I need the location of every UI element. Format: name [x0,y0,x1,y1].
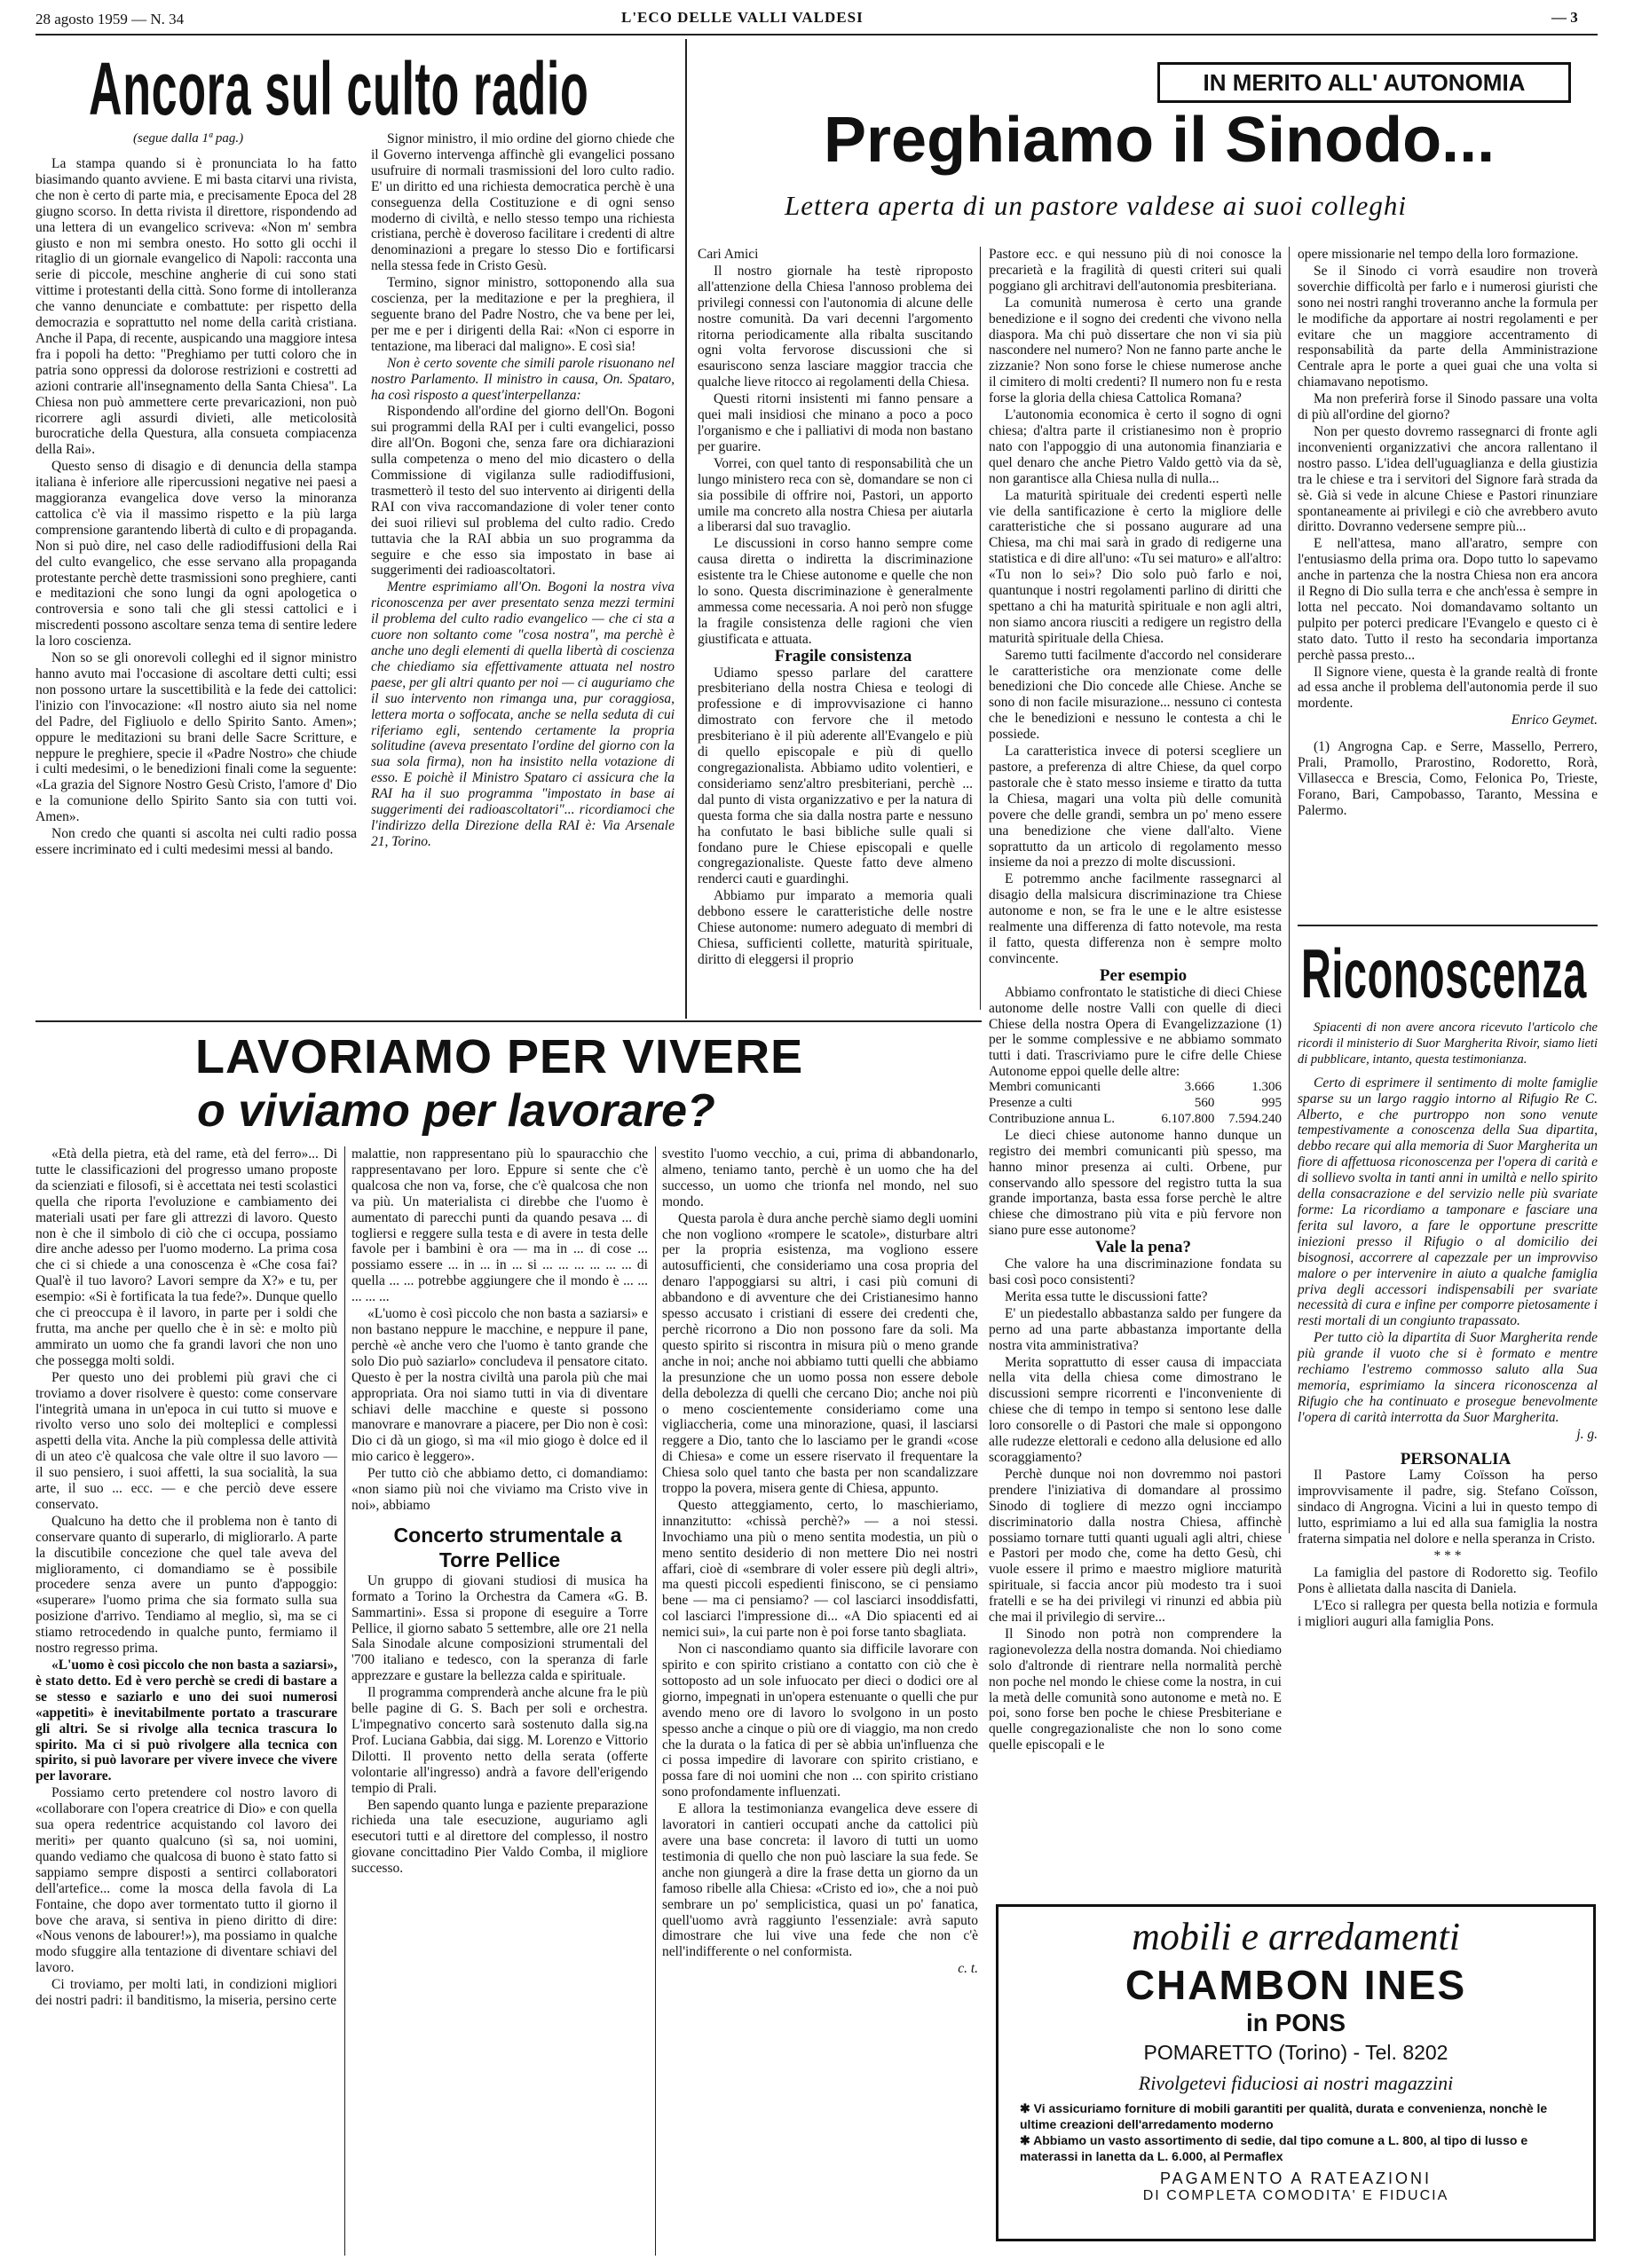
radio-p7: Non è certo sovente che simili parole risuonano nel nostro Parlamento. Il ministro in causa, On. Spataro, ha così risposto a quest'interpellanza: [371,355,675,403]
star-icon: ✱ [1020,2133,1034,2147]
radio-p3: Non so se gli onorevoli colleghi ed il signor ministro hanno avuto mai l'occasione di ascoltare detti culti; essi non possono urtare la suscettibilità e la fede dei cattolici: l'inizio con l'invocazione: «Il nostro aiuto sia nel nome del Padre, del Figliuolo e dello Spirito Santo. Amen»; oppure le meditazioni su brani delle Sacre Scritture, e neppure le preghiere, specie il «Padre Nostro» che chiude i culti medesimi, o le benedizioni finali come la seguente: «La grazia del Signore Nostro Gesù Cristo, l'amore d' Dio e la comunione dello Spirito Santo sia con tutti voi. Amen». [36,650,357,825]
stats-value: 1.306 [1251,1080,1282,1095]
rule-lavoro-top [36,1020,982,1022]
stats-row [989,1112,1282,1128]
lavoro-p10: svestito l'uomo vecchio, a cui, prima di abbandonarlo, almeno, teniamo tanto, perchè è un uomo che ha del successo, un uomo che trionfa nel mondo, nel suo mondo. [662,1146,978,1209]
lavoro-col-3 [662,1146,978,2256]
stats-row [989,1096,1282,1112]
sinodo-vale-1: Che valore ha una discriminazione fondata su basi così poco consistenti? [989,1256,1282,1288]
sinodo-p1: Il nostro giornale ha testè riproposto all'attenzione della Chiesa l'annoso problema dei privilegi connessi con l'autonomia di alcune delle nostre comunità. Da vari decenni l'argomento ritorna periodicamente alla ribalta suscitando ogni volta fervorose discussioni che si esauriscono senza lasciare maggior traccia che qualche lieve ritocco ai regolamenti della Chiesa. [698,263,973,390]
ad-place: in PONS [1245,2009,1346,2036]
lavoro-p7: malattie, non rappresentano più lo spauracchio che rappresentavano per loro. Eppure si sente che c'è qualcosa che non va, forse, che c'è qualcosa che non va più. Un materialista ci direbbe che l'uomo è aumentato di parecchi punti da quando pesava ... di togliersi e reggere sulla testa e di avere in testa delle favole per i bambini è ora — ma in ... di cose ... possiamo essere ... in ... in ... si ... ... ... ... ... ... di quella ... ... potrebbe aggiungere che il mondo è ... ... ... ... ... [351,1146,648,1305]
radio-p5: Signor ministro, il mio ordine del giorno chiede che il Governo intervenga affinchè gli evangelici possano usufruire di normali trasmissioni del loro culto radio. E' un diritto ed una richiesta democratica perchè è una conseguenza della Costituzione e di ogni senso moderno di civiltà, e nello stesso tempo una richiesta cristiana, perchè è doveroso facilitare i credenti di altre denominazioni a pregare lo stesso Dio e fortificarsi nella stessa fede in Cristo Gesù. [371,131,675,274]
star-icon: ✱ [1020,2101,1034,2115]
sinodo-vale-5: Perchè dunque noi non dovremmo noi pastori prendere l'iniziativa di domandare al prossimo Sinodo di togliere di mezzo ogni incciampo discriminatorio dalla nostra Chiesa, affinchè possiamo tornare tutti quanti uguali agli altri, chiese e Pastori per modo che, come ha detto Gesù, chi vuole essere il primo e maestro migliore maturità spirituale, si faccia ancor più modesto tra i suoi fratelli e se ha dei privilegi vi rinunzi ed abbia più che mai il privilegio di servire... [989,1466,1282,1626]
radio-col-2 [371,131,675,1019]
personalia-item: La famiglia del pastore di Rodoretto sig. Teofilo Pons è allietata dalla nascita di Daniela. [1298,1564,1598,1596]
sinodo-p14: opere missionarie nel tempo della loro formazione. [1298,247,1579,262]
sinodo-p12: La caratteristica invece di potersi scegliere un pastore, a preferenza di altre Chiese, da quel corpo pastorale che è stato messo insieme e tiratto da tutta la Chiesa, magari una volta più delle comunità povere che delle grandi, sembra un po' meno essere una benedizione che viene dall'alto. Viene soprattutto da un articolo di regolamento messo insieme da noi a prezzo di molte discussioni. [989,744,1282,870]
sinodo-esempio-heading: Per esempio [1099,965,1188,985]
ad-tagline: Rivolgetevi fiduciosi ai nostri magazzini [1138,2072,1454,2094]
radio-p6: Termino, signor ministro, sottoponendo alla sua coscienza, per la meditazione e per la preghiera, il seguente brano del Padre Nostro, che va bene per lei, per me e per i dirigenti della Rai: «Non ci esporre in tentazione, ma liberaci dal maligno». E così sia! [371,275,675,354]
sinodo-p8: La comunità numerosa è certo una grande benedizione e il sogno dei credenti che vivono nella diaspora. Ma chi può dissertare che non vi sia più nascondere nel numero? Non ne fanno parte anche le zizzanie? Non sono forse le chiese numerose anche il cimitero di molti credenti? Il numero non fu e resta forse la gloria della chiesa Cattolica Romana? [989,295,1282,406]
concerto-p3: Ben sapendo quanto lunga e paziente preparazione richieda una tale esecuzione, auguriamo agli esecutori tutti e al direttore del complesso, il nostro giovane concittadino Pier Valdo Comba, il migliore successo. [351,1797,648,1877]
radio-p4: Non credo che quanti si ascolta nei culti radio possa essere incriminato ed i culti medesimi messi al bando. [36,826,357,857]
sinodo-kicker: IN MERITO ALL' AUTONOMIA [1157,62,1571,103]
riconoscenza-p2: Per tutto ciò la dipartita di Suor Margherita rende più grande il vuoto che si è formato e mentre rechiamo l'estremo commosso saluto alla Sua memoria, esprimiamo la sincera riconoscenza al Rifugio che ha continuato e prosegue benevolmente l'opera di carità interrotta da Suor Margherita. [1298,1330,1598,1425]
stats-value: 995 [1261,1096,1282,1111]
concerto-p1: Un gruppo di giovani studiosi di musica ha formato a Torino la Orchestra da Camera «G. B. Sammartini». Essa si propone di eseguire a Torre Pellice, il giorno sabato 5 settembre, alle ore 21 nella Sala Sinodale alcune composizioni strumentali del '700 italiano e tedesco, con la speranza di farle apprezzare e gustare la bellezza calda e spirituale. [351,1572,648,1684]
stats-value: 3.666 [1184,1080,1215,1095]
riconoscenza-signature: j. g. [1576,1426,1598,1442]
sinodo-p11: Saremo tutti facilmente d'accordo nel considerare le caratteristiche ora menzionate come delle benedizioni che Dio concede alle Chiese. Anche se sono di non facile misurazione... nessuno ci contesta che le benedizioni e nessuno le contesta a chi le possiede. [989,647,1282,743]
sinodo-salutation: Cari Amici [698,247,759,262]
concerto-p2: Il programma comprenderà anche alcune fra le più belle pagine di G. S. Bach per soli e orchestra. L'impegnativo concerto sarà sostenuto dalla sig.na Prof. Luciana Gabbia, dai sigg. M. Lorenzo e Vittorio Dilotti. Il provento netto della serata (offerte volontarie all'ingresso) andrà a favore dell'erigendo tempio di Prali. [351,1685,648,1796]
sinodo-col-2 [989,247,1282,1753]
lavoro-p3: Qualcuno ha detto che il problema non è tanto di conservare quanto di superarlo, di migliorarlo. A parte la discutibile concezione che quel tale aveva del miglioramento, ci domandiamo se è possibile procedere senza avere un punto d'appoggio: «superare» l'uomo prima che sia formato sulla sua posizione d'arrivo. Tendiamo al meglio, sì, ma se ci stiamo retrocedendo in qualche punto, fermiamo il nostro regresso prima. [36,1513,337,1657]
lavoro-p9: Per tutto ciò che abbiamo detto, ci domandiamo: «non siamo più noi che viviamo ma Cristo vive in noi», abbiamo [351,1466,648,1513]
stats-value: 6.107.800 [1161,1111,1215,1126]
rule-lavoro-2 [655,1146,656,2256]
sinodo-p9: L'autonomia economica è certo il sogno di ogni chiesa; d'altra parte il cristianesimo non è proprio nato con l'appoggio di una autonomia finanziaria e quel denaro che anche Pietro Valdo gettò via da sè, non garantisce alla Chiesa nulla di nulla... [989,407,1282,486]
lavoro-p6: Ci troviamo, per molti lati, in condizioni migliori dei nostri padri: il banditismo, la miseria, persino certe [36,1977,337,2009]
sinodo-footnote: (1) Angrogna Cap. e Serre, Massello, Perrero, Prali, Pramollo, Prarostino, Rodoretto, Rorà, Villasecca e Brescia, Como, Felonica Po, Trieste, Forano, Bari, Campobasso, Taranto, Messina e Palermo. [1298,739,1598,818]
ad-line1: mobili e arredamenti [1132,1915,1460,1958]
concerto-heading: Concerto strumentale a Torre Pellice [393,1523,622,1571]
ad-name: CHAMBON INES [1125,1962,1467,2008]
sinodo-p2: Questi ritorni insistenti mi fanno pensare a quei mali insidiosi che minano a poco a poco l'organismo e che i palliativi di moda non bastano per guarire. [698,391,973,454]
rule-riconoscenza-top [1298,925,1598,926]
ad-bullet-text: Abbiamo un vasto assortimento di sedie, dal tipo comune a L. 800, al tipo di lusso e materassi in lanetta da L. 6.000, al Permaflex [1020,2133,1528,2163]
sinodo-col-3 [1298,247,1598,921]
sinodo-p15: Se il Sinodo ci vorrà esaudire non troverà soverchie difficoltà per farlo e i numerosi giuristi che sono nei nostri ranghi troveranno anche la formula per le modifiche da apportare ai nostri regolamenti e per evitare che un maggiore accentramento di responsabilità da parte della Amministrazione Centrale apra le porte a quei guai che una volta si chiamavano nepotismo. [1298,263,1598,390]
lavoro-title-1: LAVORIAMO PER VIVERE [195,1030,804,1083]
sinodo-p16: Ma non preferirà forse il Sinodo passare una volta di più all'ordine del giorno? [1298,391,1598,423]
radio-p1: La stampa quando si è pronunciata lo ha fatto biasimando quanto avviene. E mi basta citarvi una rivista, che non è certo di parte mia, e precisamente Epoca del 28 giugno scorso. In detta rivista il direttore, rispondendo ad una lettera di un evangelico scriveva: «Non m' sembra giusto e non mi sembra onesto. Ho sotto gli occhi il ritaglio di un giornale evangelico di Napoli: racconta una serie di piccole, meschine angherie di cui sono stati vittime i protestanti della città. Sono forme di intolleranza che vanno denunciate e combattute: per rispetto della democrazia e soprattutto nel nome della carità cristiana. Anche il Papa, di recente, auspicando una maggiore intesa fra i popoli ha detto: "Preghiamo per tutti coloro che in patria sono oppressi da dolorose restrizioni e costretti ad azioni contrarie all'insegnamento della Santa Chiesa". La Chiesa non può ammettere certe prevaricazioni, non può ricorrere agli assurdi divieti, alle meticolosità burocratiche della Questura, alla consueta compiacenza della Rai». [36,156,357,458]
sinodo-vale-4: Merita soprattutto di esser causa di impacciata nella vita della chiesa come dimostrano le discussioni sempre ricorrenti e l'inconveniente di chiese che di tempo in tempo si sentono lese dalle loro consorelle o di Pastori che male si oppongono alle rudezze elettorali e cedono alla delusione ed allo scoraggiamento? [989,1354,1282,1465]
sinodo-p17: Non per questo dovremo rassegnarci di fronte agli inconvenienti organizzativi che ancora rallentano il nostro passo. L'idea dell'uguaglianza e della giustizia tra le chiese e tra i servitori del Signore farà strada da sè. Già si vede in alcune Chiese e Pastori rinunziare spontaneamente ai privilegi e ciò che avrebbero avuto diritto. Dovranno vedersene sempre più... [1298,423,1598,535]
sinodo-fragile-heading: Fragile consistenza [774,646,912,665]
stats-table [989,1080,1282,1128]
riconoscenza-title: Riconoscenza [1301,934,1587,1012]
radio-article [36,43,675,1019]
sinodo-esempio-text: Abbiamo confrontato le statistiche di dieci Chiese autonome delle nostre Valli con quelle di dieci Chiese della nostra Opera di Evangelizzazione (1) per le somme complessive e ne abbiamo sommato tutti i dati. Trascriviamo pure le cifre delle Chiese Autonome eppoi quelle delle altre: [989,984,1282,1080]
sinodo-p5: Udiamo spesso parlare del carattere presbiteriano della nostra Chiesa e teologi di professione e di improvvisazione ci hanno dimostrato con fervore che il metodo presbiteriano è il più aderente all'Evangelo e più di quello episcopale e più di quello congregazionalista. Abbiamo udito volentieri, e consideriamo senz'altro presbiteriani, perchè ... dal punto di vista organizzativo e per la natura di questa forma che sia dalla nostra parte e nessuno ha confutato le basi bibliche sulle quali si fondano pure le Chiese episcopali e quelle congregazionaliste. Queste fatto deve almeno renderci cauti e guardinghi. [698,665,973,887]
rule-sinodo-2 [1289,247,1290,1533]
sinodo-p6: Abbiamo pur imparato a memoria quali debbono essere le caratteristiche delle nostre Chiese autonome: numero adeguato di membri di Chiesa, sufficienti collette, maturità spirituale, diritto di eleggersi il proprio [698,888,973,967]
sinodo-col-1 [698,247,973,1010]
sinodo-p3: Vorrei, con quel tanto di responsabilità che un lungo ministero reca con sè, domandare se non ci sia possibile di offrire noi, Pastori, un apporto umile ma concreto alla nostra Chiesa per aiutarla a liberarsi dal suo travaglio. [698,455,973,535]
masthead: L'ECO DELLE VALLI VALDESI [621,9,864,26]
page-number: — 3 [1551,9,1578,26]
lavoro-p8: «L'uomo è così piccolo che non basta a saziarsi» e non bastano neppure le macchine, e neppure il pane, perchè «è anche vero che l'uomo è tanto grande che solo Dio può saziarlo» concludeva il pensatore citato. Questo è per la nostra civiltà una parola più che mai appropriata. Ora noi siamo tutti in via di diventare schiavi delle macchine e queste si possono manovrare e manovrare a piacere, per Dio non è così: Dio ci dà un giogo, sì ma «il mio giogo è dolce ed il mio carico è leggero». [351,1306,648,1465]
lavoro-p5: Possiamo certo pretendere col nostro lavoro di «collaborare con l'opera creatrice di Dio» e con quella sua opera redentrice acquistando col lavoro dei meriti» per quanto qualcuno (sì sa, noi uomini, quando vediamo che qualcosa di buono è stato fatto si sappiamo sempre disposti a sentirci collaboratori dell'artefice... come la mosca della favola di La Fontaine, che dopo aver tormentato tutto il giorno il bove che arava, si sentiva in pieno diritto di dire: «Nous venons de labourer!»), ma possiamo in qualche modo sfuggire alla tentazione di diventare schiavi del lavoro. [36,1785,337,1976]
personalia-item: Il Pastore Lamy Coïsson ha perso improvvisamente il padre, sig. Stefano Coïsson, sindaco di Angrogna. Vicini a lui in questo tempo di lutto, esprimiamo a lui ed alla sua famiglia la nostra fraterna simpatia nel dolore e nella speranza in Cristo. [1298,1468,1598,1547]
sinodo-p19: Il Signore viene, questa è la grande realtà di fronte ad essa anche il problema dell'autonomia perde il suo mordente. [1298,664,1598,712]
ad-bullet [1020,2132,1572,2164]
header-rule [36,34,1598,35]
sinodo-p4: Le discussioni in corso hanno sempre come causa diretta o indiretta la discriminazione esistente tra le Chiese autonome e quelle che non lo sono. Questa discriminazione è generalmente ammessa come necessaria. A noi però non sfugge la fragile consistenza delle ragioni che vien giustificata e attuata. [698,536,973,647]
lavoro-title-2: o viviamo per lavorare? [197,1085,715,1137]
riconoscenza-body [1298,1020,1598,1659]
ad-chambon [996,1904,1596,2241]
ad-footer-2: DI COMPLETA COMODITA' E FIDUCIA [1142,2188,1449,2203]
lavoro-p1: «Età della pietra, età del rame, età del ferro»... Di tutte le classificazioni del progresso umano proposte da scienziati e filosofi, si è accettata nei testi scolastici quella che riporta l'evoluzione e cambiamento dei materiali usati per fare gli attrezzi di lavoro. Questo non è che il simbolo di ciò che ci occupa, possiamo dire anche adesso per l'uomo moderno. La prima cosa che ci si chiede a una conoscenza è «Che cosa fai? Qual'è il tuo lavoro? Lavori sempre da X?» e tu, per esempio: «Si è fortificata la tua fede?». Dunque quello che ci preoccupa è il lavoro, in parte per i soldi che frutta, ma anche per quello che è in sè: e molto più ammirato un uomo che fa grandi lavori che non uno che possegga molti soldi. [36,1146,337,1368]
radio-col-1 [36,156,357,1017]
personalia-heading: PERSONALIA [1400,1449,1512,1469]
sinodo-vale-2: Merita essa tutte le discussioni fatte? [1005,1288,1208,1304]
rule-sinodo-1 [980,247,981,1010]
stats-value: 7.594.240 [1228,1111,1282,1126]
sinodo-p7: Pastore ecc. e qui nessuno più di noi conosce la precarietà e la fragilità di questi criteri sui quali poggiano gli architravi dell'autonomia presbiteriana. [989,247,1282,294]
lavoro-p4: «L'uomo è così piccolo che non basta a saziarsi», è stato detto. Ed è vero perchè se credi di bastare a se stesso e saziarlo e uno dei suoi numerosi «appetiti» è inevitabilmente portato a trascurare gli altri. Se si rivolge alla tecnica trascura lo spirito. Ma ci si può rivolgere alla tecnica con spirito, si può lavorare per vivere invece che vivere per lavorare. [36,1658,337,1784]
lavoro-col-1 [36,1146,337,2256]
stats-label: Presenze a culti [989,1096,1073,1111]
sinodo-p18: E nell'attesa, mano all'aratro, sempre con l'entusiasmo della prima ora. Dopo tutto lo sapevamo anche in partenza che la nostra Chiesa non era ancora il Regno di Dio sulla terra e che anch'essa è sempre in lotta nel peccato. Noi domandavamo soltanto un pulpito per poterci predicare l'Evangelo e questo ci è stato dato. Tutto il resto ha secondaria importanza perchè passa presto... [1298,536,1598,663]
radio-continued: (segue dalla 1ª pag.) [133,131,244,146]
lavoro-p13: Non ci nascondiamo quanto sia difficile lavorare con spirito e con spirito cristiano a contatto con ciò che è sottoposto ad un sole infuocato per dieci o dodici ore al giorno, impegnati in un'opera estenuante o quelli che pur avendo meno ore di lavoro lo svolgono in un posto spesso anche a cinque o più ore di viaggio, ma non credo che la durata o la fatica di per sè abbia un'influenza che ci possa impedire di lavorare con spirito cristiano, e possa fare di noi uomini che non ... con spirito cristiano sono profondamente influenzati. [662,1642,978,1800]
stats-label: Contribuzione annua L. [989,1111,1116,1126]
sinodo-subtitle: Lettera aperta di un pastore valdese ai suoi colleghi [785,190,1408,221]
rule-radio-right [685,39,687,1019]
sinodo-title: Preghiamo il Sinodo... [824,105,1496,176]
riconoscenza-p1: Certo di esprimere il sentimento di molte famiglie sparse su un largo raggio intorno al Rifugio Re C. Alberto, e che purtroppo non sono venute tempestivamente a conoscenza della Sua dipartita, debbo recare qui alla memoria di Suor Margherita un fiore di affettuosa riconoscenza per l'opera di carità e di sollievo svolta in tanti anni in umiltà e nello spirito della consacrazione e del servizio nelle più svariate forme: La ricordiamo a tamponare e fasciare una ferita sul lavoro, a fare le opportune prescritte iniezioni presso il Rifugio o al domicilio dei bisognosi, accorrere al capezzale per un improvviso malore o per intervenire in aiuto a qualche famiglia priva degli accessori indispensabili per svariate necessità di cura e infine per comporre pietosamente i resti mortali di un congiunto trapassato. [1298,1075,1598,1329]
ad-address: POMARETTO (Torino) - Tel. 8202 [1143,2041,1448,2064]
sinodo-p13: E potremmo anche facilmente rassegnarci al disagio della malsicura discriminazione tra Chiese autonome e non, se fra le une e le altre esistesse realmente una differenza di fatto notevole, ma resta il fatto, questa differenza non è sempre molto convincente. [989,871,1282,966]
ad-bullet [1020,2100,1572,2132]
lavoro-signature: c. t. [958,1961,978,1977]
rule-lavoro-1 [344,1146,345,2256]
radio-p2: Questo senso di disagio e di denuncia della stampa italiana è inferiore alle ripercussioni negative nei paesi a maggioranza evangelica dove verso la minoranza cattolica c'è via il massimo rispetto e la più larga comprensione garantendo libertà di culto e di propaganda. Non si può dire, nel caso delle radiodiffusioni della Rai del culto evangelico, che esse servano alla propaganda protestante perchè dette trasmissioni sono preghiere, canti e meditazioni che sono lungi da ogni apologetica o controversia e sono tali che gli stessi cattolici e i miscredenti possono ascoltare senza tema di sentire ledere la loro coscienza. [36,459,357,650]
radio-p9: Mentre esprimiamo all'On. Bogoni la nostra viva riconoscenza per aver presentato senza mezzi termini il problema del culto radio evangelico — che ci sta a cuore non soltanto come "cosa nostra", ma perchè è anche uno degli elementi di quella libertà di coscienza che chiediamo sia effettivamente attuata nel nostro paese, per gli altri quanto per noi — ci auguriamo che il suo intervento non rimanga una, pur coraggiosa, lettera morta o soffocata, anche se nella seduta di cui riferiamo egli, sentendo certamente la propria solitudine (aveva presentato l'ordine del giorno con la sua sola firma), non ha insistito nella votazione di esso. E poichè il Ministro Spataro ci assicura che la RAI ha il suo programma "impostato in base ai suggerimenti dei radioascoltatori"... ricordiamoci che l'indirizzo della Direzione della RAI è: Via Arsenale 21, Torino. [371,579,675,849]
radio-p8: Rispondendo all'ordine del giorno dell'On. Bogoni sui programmi della RAI per i culti evangelici, posso dire all'On. Bogoni che, senza fare ora dichiarazioni sulla competenza o meno del mio dicastero o della Commissione di vigilanza sulle radiodiffusioni, trasmetterò il testo del suo intervento ai dirigenti della RAI con viva raccomandazione di voler tener conto dei suoi rilievi sul problema del culto radio. Credo tuttavia che la RAI abbia un suo programma da seguire e che esso sia impostato in base ai suggerimenti dei radioascoltatori. [371,404,675,579]
lavoro-p11: Questa parola è dura anche perchè siamo degli uomini che non vogliono «rompere le scatole», disturbare altri per la propria esistenza, ma vogliono essere autosufficienti, che consideriamo una cosa propria del denaro l'appoggiarsi su altri, i casi più comuni di abbandono e di avventure che dei Cristianesimo hanno spesso accusato i cristiani di essere dei credenti che, perchè ricorrono a Dio non possono fare da soli. Ma questo spirito si riscontra in misura più o meno grande anche in noi; anche noi abbiamo tutti quelli che abbiamo la presunzione che un uomo possa non essere debole della debolezza di quelli che cercano Dio; anche noi più o meno coscientemente consideriamo come una vigliaccheria, come una minorazione, quasi, il lasciarsi reggere a Dio, tanto che lo lasciamo per le grandi «cose di Chiesa» e come un essere riservato il frequentare la Chiesa solo quel tanto che basta per non scandalizzare troppo la povera, misera gente di Chiesa, appunto. [662,1210,978,1497]
riconoscenza-intro: Spiacenti di non avere ancora ricevuto l'articolo che ricordi il ministerio di Suor Margherita Rivoir, siamo lieti di pubblicare, intanto, questa testimonianza. [1298,1020,1598,1067]
sinodo-signature: Enrico Geymet. [1511,713,1598,728]
ad-bullet-text: Vi assicuriamo forniture di mobili garantiti per qualità, durata e convenienza, nonchè le ultime creazioni dell'arredamento moderno [1020,2101,1548,2131]
sinodo-vale-heading: Vale la pena? [1094,1238,1192,1257]
lavoro-p14: E allora la testimonianza evangelica deve essere di lavoratori in cantieri occupati anche da cattolici più avere una base concreta: il lavoro di tutti un uomo testimonia di quello che non può lasciare la sua fede. Se anche non giungerà a dire la frase detta un giorno da un famoso ribelle alla Chiesa: «Cristo ed io», che a noi può sembrare un po' semplicistica, quasi un po' fanatica, quell'uomo avrà raggiunto l'essenziale: avrà saputo dimostrare che lui vive una fede che non c'è nell'indifferente o nel conformista. [662,1801,978,1960]
lavoro-p12: Questo atteggiamento, certo, lo maschieriamo, innanzitutto: «chissà perchè?» — a noi stessi. Invochiamo una più o meno sentita modestia, un più o meno sentito desiderio di non mettere Dio nei nostri affari, cioè di «sembrare di voler essere più degli altri», ma questi piccoli espedienti finiscono, se ci pensiamo bene — ma ci pensiamo? — col lasciarci insoddisfatti, col lasciarci l'impressione di... «A Dio spiacenti ed ai nemici sui», la cui parte non è poi forse tanto sbagliata. [662,1497,978,1641]
stats-label: Membri comunicanti [989,1080,1101,1095]
personalia-item: L'Eco si rallegra per questa bella notizia e formula i migliori auguri alla famiglia Pons. [1298,1597,1598,1629]
sinodo-p10: La maturità spirituale dei credenti espertì nelle vie della santificazione è certo la migliore delle caratteristiche che si possano augurare ad una Chiesa, ma chi mai sarà in grado di redigerne una statistica e di dire all'uno: «Tu sei maturo» e all'altro: «Tu non lo sei»? Dio solo può farlo e noi, quantunque i nostri regolamenti parlino di diritti che spettano a chi ha maturità spirituale e non agli altri, non siamo ancora riusciti a redigere un registro della maturità spirituale della Chiesa. [989,487,1282,646]
radio-title: Ancora sul culto radio [89,47,589,130]
stats-row [989,1080,1282,1096]
lavoro-p2: Per questo uno dei problemi più gravi che ci troviamo a dover risolvere è questo: come conservare l'integrità umana in un'epoca in cui tutto si muove e rivolto verso uno solo dei molteplici e complessi aspetti della vita. Anche la più complessa delle attività di un ateo c'è qualcosa che vale oltre il suo lavoro — il suo pensiero, i suoi affetti, la sua socialità, la sua arte, il suo ... ecc. — e che perciò deve essere conservato. [36,1369,337,1512]
sinodo-esempio-text-2: Le dieci chiese autonome hanno dunque un registro dei membri comunicanti più spesso, ma hanno minor presenza ai culti. Orbene, pur conservando allo spessore del registro tutta la sua grande importanza, basta essa forse perchè le altre chiese che dimostrano più vita e più fervore non siano pure esse autonome? [989,1127,1282,1239]
issue-date: 28 agosto 1959 — N. 34 [36,11,185,28]
sinodo-vale-6: Il Sinodo non potrà non comprendere la ragionevolezza della nostra domanda. Noi chiediamo solo d'altronde di rientrare nella normalità perchè non poche nel mondo le chiese come la nostra, in cui la metà delle comunità sono autonome e metà no. E poi, sono forse ben poche le chiese Presbiteriane e quelle congregazionaliste che non lo sono come quelle episcopali e le [989,1626,1282,1753]
stats-value: 560 [1194,1096,1215,1111]
sinodo-vale-3: E' un piedestallo abbastanza saldo per fungere da perno ad una parte abbastanza importante della nostra vita amministrativa? [989,1305,1282,1353]
personalia-separator: * * * [1433,1548,1462,1563]
ad-footer-1: PAGAMENTO A RATEAZIONI [1159,2170,1433,2187]
lavoro-col-2 [351,1146,648,2256]
